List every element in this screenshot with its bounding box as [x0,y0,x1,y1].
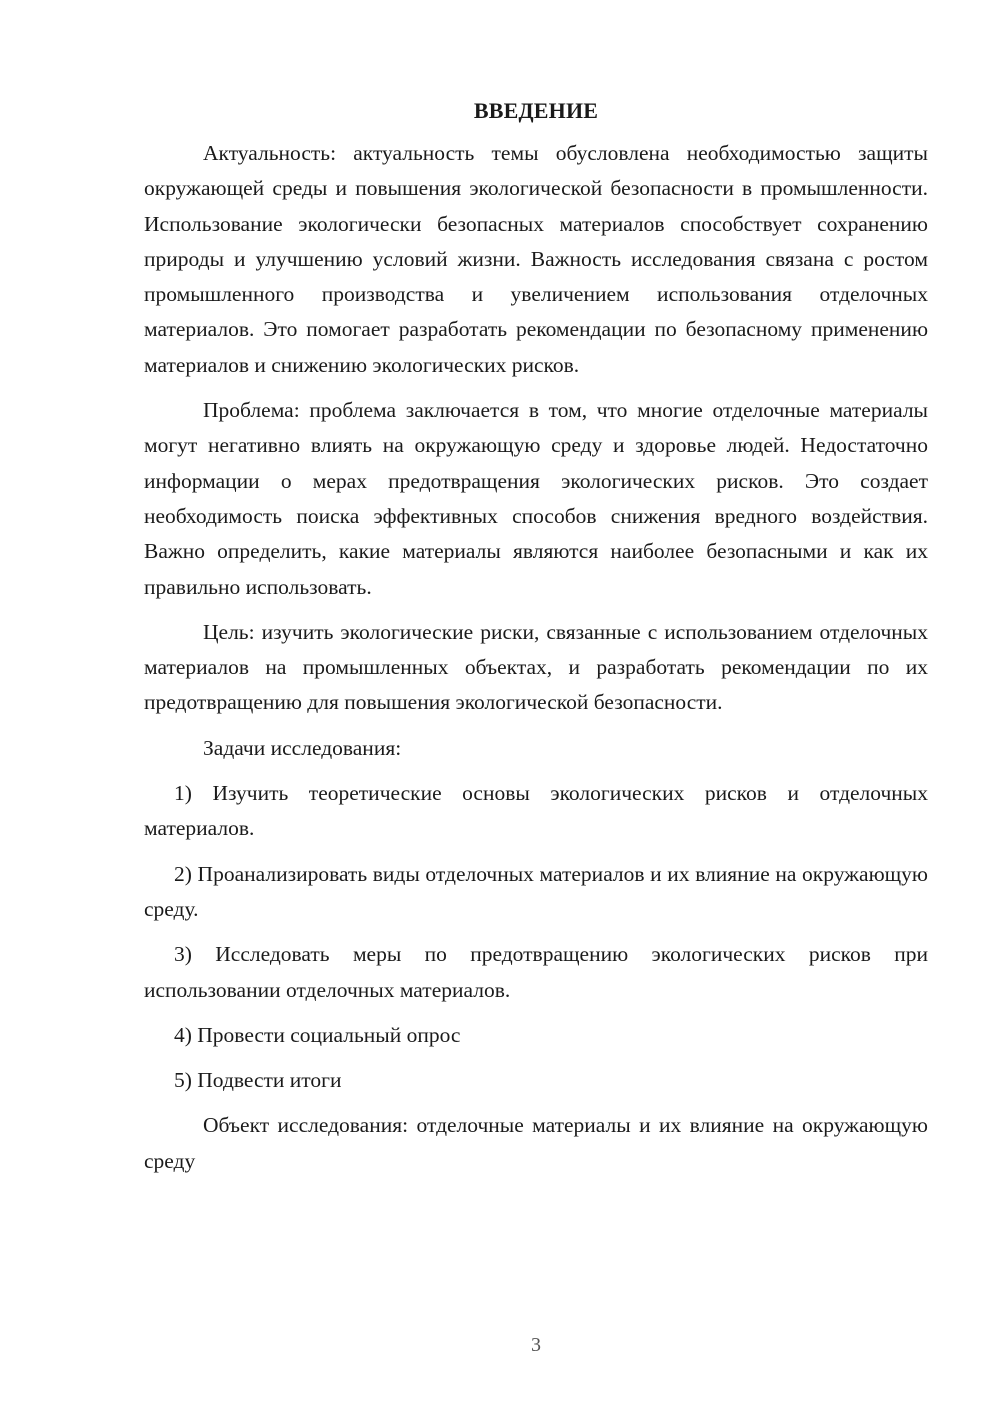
task-item-1: 1) Изучить теоретические основы экологических рисков и отделочных материалов. [144,781,928,841]
object-paragraph: Объект исследования: отделочные материалы и их влияние на окружающую среду [144,1113,928,1173]
tasks-title: Задачи исследования: [203,735,402,760]
page-content [144,96,928,1179]
task-item-3: 3) Исследовать меры по предотвращению экологических рисков при использовании отделочных материалов. [144,942,928,1002]
page-number: 3 [531,1334,541,1356]
task-item-2: 2) Проанализировать виды отделочных материалов и их влияние на окружающую среду. [144,861,928,921]
relevance-paragraph: Актуальность: актуальность темы обусловлена необходимостью защиты окружающей среды и повышения экологической безопасности в промышленности. Использование экологически безопасных материалов способствует сохранению природы и улучшению условий жизни. Важность исследования связана с ростом промышленного производства и увеличением использования отделочных материалов. Это помогает разработать рекомендации по безопасному применению материалов и снижению экологических рисков. [144,141,928,377]
section-heading: ВВЕДЕНИЕ [473,98,599,123]
task-item-4: 4) Провести социальный опрос [174,1022,461,1047]
goal-paragraph: Цель: изучить экологические риски, связанные с использованием отделочных материалов на промышленных объектах, и разработать рекомендации по их предотвращению для повышения экологической безопасности. [144,619,928,715]
problem-paragraph: Проблема: проблема заключается в том, что многие отделочные материалы могут негативно влиять на окружающую среду и здоровье людей. Недостаточно информации о мерах предотвращения экологических рисков. Это создает необходимость поиска эффективных способов снижения вредного воздействия. Важно определить, какие материалы являются наиболее безопасными и как их правильно использовать. [144,398,928,599]
task-item-5: 5) Подвести итоги [174,1068,342,1093]
